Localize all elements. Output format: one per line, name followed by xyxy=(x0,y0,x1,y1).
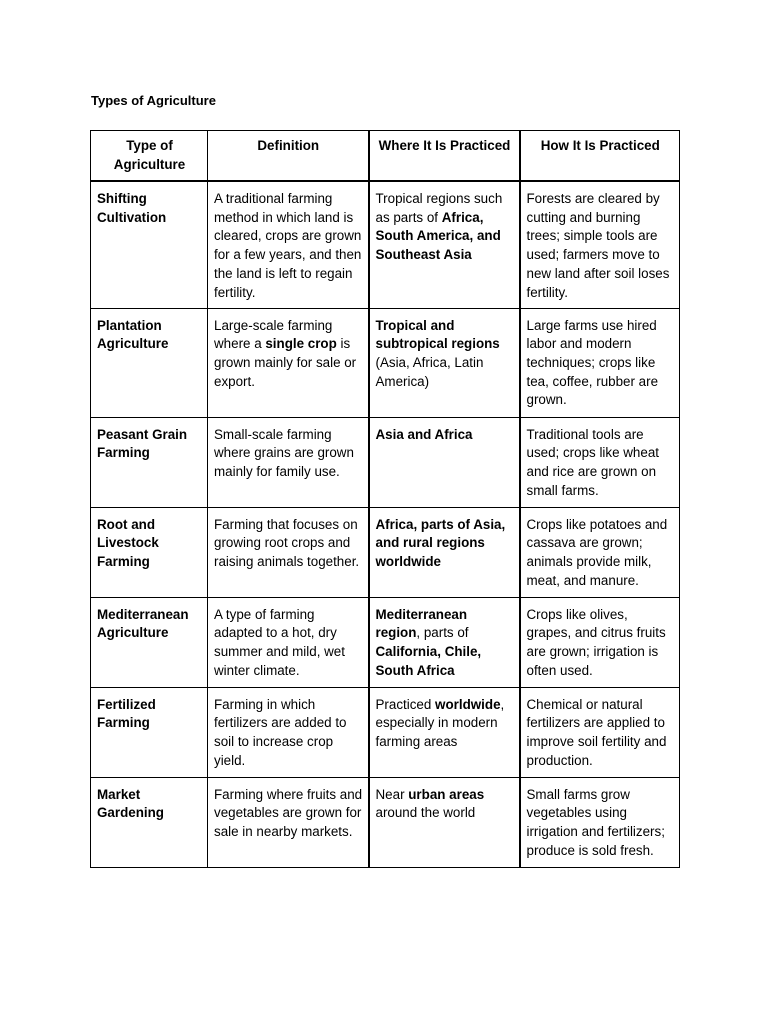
table-row xyxy=(91,687,680,777)
cell-where-practiced xyxy=(369,597,520,687)
cell-agriculture-type: Fertilized Farming xyxy=(91,687,208,777)
text-segment: Small-scale farming where grains are grown mainly for family use. xyxy=(214,426,354,479)
bold-text-segment: Asia and Africa xyxy=(375,426,473,442)
cell-agriculture-type: Mediterranean Agriculture xyxy=(91,597,208,687)
header-where-practiced: Where It Is Practiced xyxy=(369,131,520,182)
table-row xyxy=(91,507,680,597)
text-segment: Farming in which fertilizers are added to soil to increase crop yield. xyxy=(214,696,347,768)
table-row xyxy=(91,417,680,507)
text-segment: Large farms use hired labor and modern techniques; crops like tea, coffee, rubber are grown. xyxy=(526,317,659,408)
cell-definition xyxy=(208,181,369,308)
cell-where-practiced xyxy=(369,777,520,867)
agriculture-table xyxy=(90,130,680,868)
cell-agriculture-type: Peasant Grain Farming xyxy=(91,417,208,507)
table-header-row xyxy=(91,131,680,182)
text-segment: Crops like olives, grapes, and citrus fruits are grown; irrigation is often used. xyxy=(526,606,666,678)
text-segment: A type of farming adapted to a hot, dry summer and mild, wet winter climate. xyxy=(214,606,345,678)
table-row xyxy=(91,597,680,687)
text-segment: (Asia, Africa, Latin America) xyxy=(375,354,484,389)
text-segment: Farming where fruits and vegetables are grown for sale in nearby markets. xyxy=(214,786,363,839)
text-segment: Traditional tools are used; crops like wheat and rice are grown on small farms. xyxy=(526,426,659,498)
bold-text-segment: urban areas xyxy=(408,786,485,802)
cell-where-practiced xyxy=(369,308,520,417)
bold-text-segment: Mediterranean region xyxy=(375,606,468,641)
text-segment: , parts of xyxy=(416,625,469,641)
text-segment: Practiced xyxy=(375,696,436,712)
text-segment: Small farms grow vegetables using irrigation and fertilizers; produce is sold fresh. xyxy=(526,786,665,858)
cell-how-practiced xyxy=(520,308,680,417)
text-segment: is grown mainly for sale or export. xyxy=(214,336,357,389)
text-segment: Forests are cleared by cutting and burning trees; simple tools are used; farmers move to new land after soil loses fertility. xyxy=(526,191,670,300)
cell-where-practiced xyxy=(369,417,520,507)
bold-text-segment: single crop xyxy=(265,336,337,352)
text-segment: A traditional farming method in which land is cleared, crops are grown for a few years, and then the land is left to regain fertility. xyxy=(214,191,362,300)
bold-text-segment: Africa, parts of Asia, and rural regions worldwide xyxy=(375,516,506,569)
cell-where-practiced xyxy=(369,181,520,308)
text-segment: around the world xyxy=(375,805,476,821)
cell-agriculture-type: Root and Livestock Farming xyxy=(91,507,208,597)
cell-how-practiced xyxy=(520,687,680,777)
cell-where-practiced xyxy=(369,687,520,777)
text-segment: Tropical regions such as parts of xyxy=(375,191,503,225)
text-segment: Near xyxy=(375,786,409,802)
text-segment: Chemical or natural fertilizers are applied to improve soil fertility and production. xyxy=(526,696,667,768)
cell-how-practiced xyxy=(520,417,680,507)
table-body xyxy=(91,181,680,867)
cell-how-practiced xyxy=(520,181,680,308)
table-row xyxy=(91,777,680,867)
bold-text-segment: worldwide xyxy=(435,696,501,712)
cell-definition xyxy=(208,687,369,777)
cell-where-practiced xyxy=(369,507,520,597)
cell-definition xyxy=(208,308,369,417)
table-row xyxy=(91,181,680,308)
cell-definition xyxy=(208,777,369,867)
cell-agriculture-type: Market Gardening xyxy=(91,777,208,867)
cell-definition xyxy=(208,597,369,687)
text-segment: Large-scale farming where a xyxy=(214,317,333,352)
bold-text-segment: Tropical and subtropical regions xyxy=(375,317,500,352)
bold-text-segment: California, Chile, South Africa xyxy=(375,643,482,678)
cell-agriculture-type: Plantation Agriculture xyxy=(91,308,208,417)
bold-text-segment: Africa, South America, and Southeast Asia xyxy=(375,209,501,263)
cell-agriculture-type: Shifting Cultivation xyxy=(91,181,208,308)
header-how-practiced: How It Is Practiced xyxy=(520,131,680,182)
text-segment: Crops like potatoes and cassava are grown; animals provide milk, meat, and manure. xyxy=(526,516,668,588)
cell-definition xyxy=(208,507,369,597)
cell-definition xyxy=(208,417,369,507)
text-segment: Farming that focuses on growing root crops and raising animals together. xyxy=(214,516,360,569)
document-title: Types of Agriculture xyxy=(91,93,216,108)
header-type: Type of Agriculture xyxy=(91,131,208,182)
cell-how-practiced xyxy=(520,507,680,597)
text-segment: , especially in modern farming areas xyxy=(375,696,505,749)
table-row xyxy=(91,308,680,417)
header-definition: Definition xyxy=(208,131,369,182)
cell-how-practiced xyxy=(520,597,680,687)
cell-how-practiced xyxy=(520,777,680,867)
